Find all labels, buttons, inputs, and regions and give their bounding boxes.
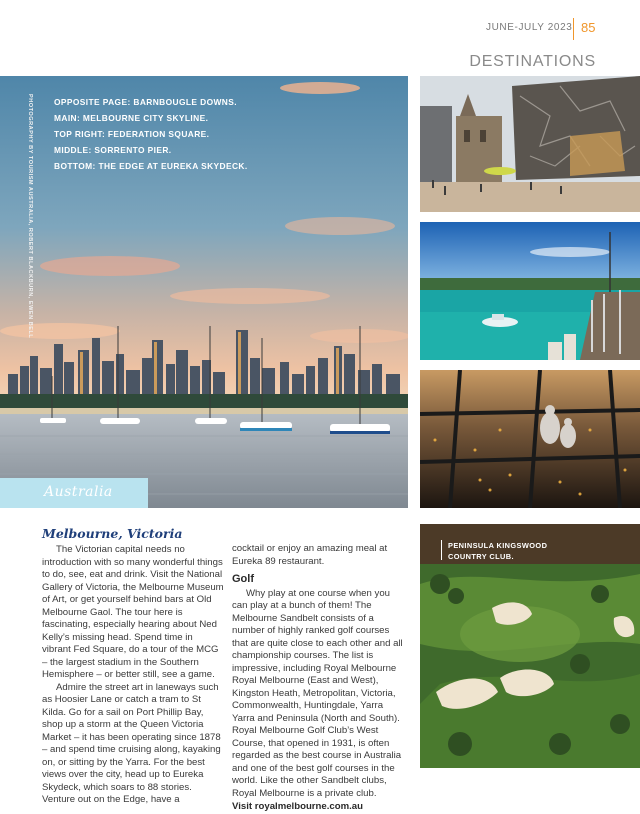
- paragraph-intro: The Victorian capital needs no introduction with so many wonderful things to do, see, eat and drink. Visit the National Gallery of Victoria, the Melbourne Museum of Art, or get yourself behind bars at Old Melbourne Gaol. The tour here is fascinating, especially hearing about Ned Kelly’s missing head. Spend time in vibrant Fed Square, do a tour of the MCG – the largest stadium in the Southern Hemisphere – or better still, see a game.: [42, 544, 224, 680]
- paragraph-continued: cocktail or enjoy an amazing meal at Eureka 89 restaurant.: [232, 543, 388, 567]
- article-column-1: [42, 544, 224, 807]
- section-title: DESTINATIONS: [469, 53, 596, 70]
- golf-photo-caption: [448, 540, 578, 562]
- country-tab: [0, 478, 148, 508]
- golf-caption-rule: [441, 540, 442, 560]
- header-divider: [573, 18, 574, 40]
- federation-square-photo: [420, 76, 640, 212]
- article-subhead: Melbourne, Victoria: [42, 526, 183, 541]
- visit-line: [232, 801, 404, 814]
- golf-caption-line1: PENINSULA KINGSWOOD: [448, 541, 548, 550]
- paragraph-street-art: Admire the street art in laneways such as Hoosier Lane or catch a tram to St Kilda. Go for a sail on Port Phillip Bay, shop up a storm at the Queen Victoria Market – it has been operating since 1878 – and spend time cruising along, kayaking on, or sitting by the Yarra. For the best views over the city, head up to Eureka Skydeck, which soars to 88 stories. Venture out on the Edge, have a: [42, 681, 221, 805]
- caption-top-right: TOP RIGHT: FEDERATION SQUARE.: [54, 129, 210, 139]
- eureka-skydeck-edge-photo: [420, 370, 640, 508]
- issue-date: JUNE-JULY 2023: [486, 22, 573, 33]
- photo-credit: PHOTOGRAPHY BY TOURISM AUSTRALIA, ROBERT BLACKBURN, EWEN BELL: [27, 94, 33, 339]
- photo-captions: [54, 94, 248, 174]
- article-column-2: [232, 543, 404, 814]
- golf-caption-line2: COUNTRY CLUB.: [448, 552, 514, 561]
- paragraph-golf: Why play at one course when you can play at a bunch of them! The Melbourne Sandbelt consists of a number of highly ranked golf courses that are quite close to each other and all championship courses. The list is impressive, including Royal Melbourne Royal Melbourne (East and West), Kingston Heath, Metropolitan, Victoria, Commonwealth, Huntingdale, Yarra Yarra and Peninsula (North and South). Royal Melbourne Golf Club’s West Course, that opened in 1931, is often regarded as the best course in Australia and one of the best golf courses in the world. Like the other Sandbelt clubs, Royal Melbourne is a private club.: [232, 587, 403, 799]
- page-number: 85: [581, 20, 596, 35]
- caption-main: MAIN: MELBOURNE CITY SKYLINE.: [54, 113, 209, 123]
- visit-label: Visit: [232, 801, 253, 812]
- caption-opposite-page: OPPOSITE PAGE: BARNBOUGLE DOWNS.: [54, 97, 237, 107]
- country-label: Australia: [44, 484, 113, 500]
- caption-middle: MIDDLE: SORRENTO PIER.: [54, 145, 172, 155]
- golf-heading: Golf: [232, 573, 254, 585]
- sorrento-pier-photo: [420, 222, 640, 360]
- visit-link[interactable]: royalmelbourne.com.au: [254, 801, 363, 812]
- caption-bottom: BOTTOM: THE EDGE AT EUREKA SKYDECK.: [54, 161, 248, 171]
